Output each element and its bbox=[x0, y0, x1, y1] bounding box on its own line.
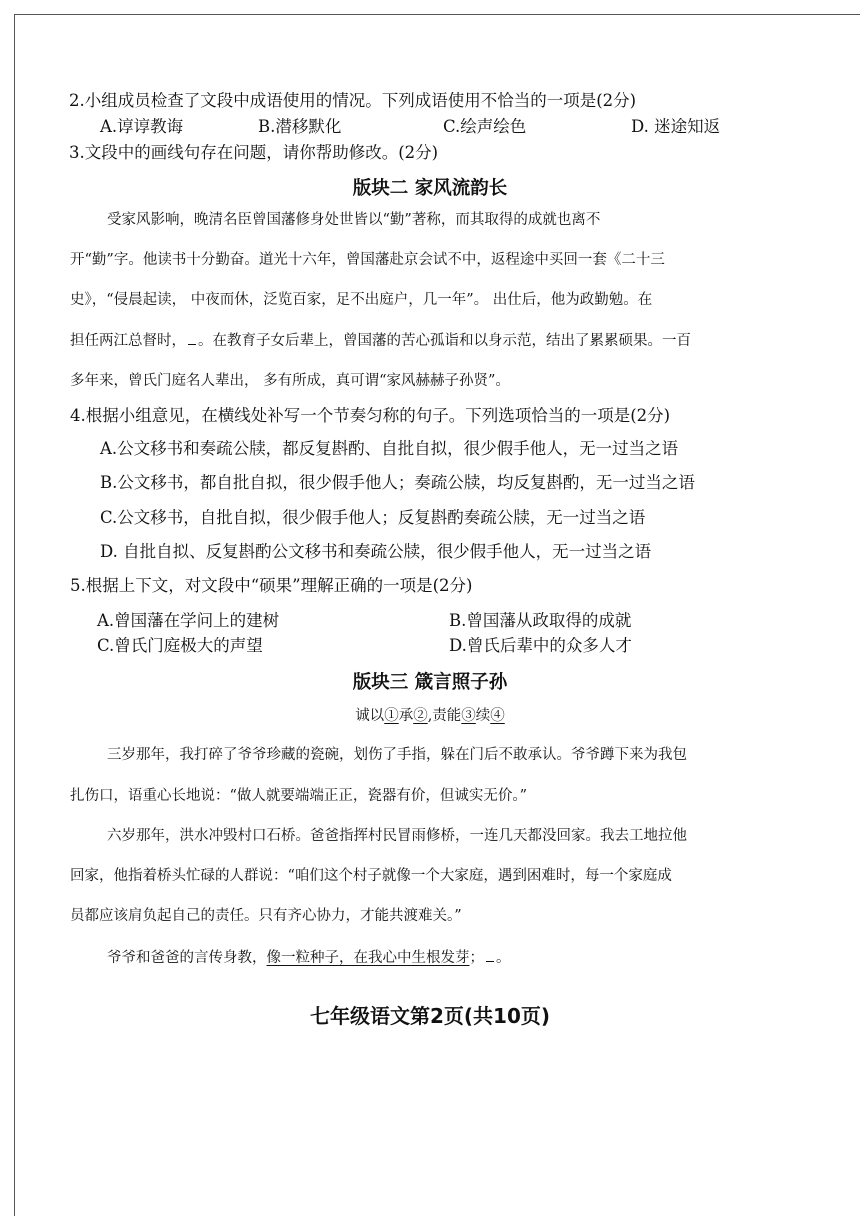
question-5-option-b: B.曾国藩从政取得的成就 bbox=[449, 611, 632, 630]
question-2-option-c: C.绘声绘色 bbox=[443, 117, 527, 136]
section-3-para-2-line-3: 员都应该肩负起自己的责任。只有齐心协力，才能共渡难关。” bbox=[70, 908, 462, 924]
motto-part-2: 承 bbox=[398, 708, 414, 724]
motto-line bbox=[0, 704, 860, 725]
para-3-separator: ； bbox=[469, 950, 484, 966]
question-4-option-a: A.公文移书和奏疏公牍，都反复斟酌、自批自拟，很少假手他人，无一过当之语 bbox=[100, 439, 679, 458]
motto-blank-1: ① bbox=[384, 708, 399, 724]
motto-part-1: 诚以 bbox=[355, 708, 385, 724]
section-3-para-3 bbox=[107, 946, 511, 967]
section-2-line-4-after: 。在教育子女后辈上，曾国藩的苦心孤诣和以身示范，结出了累累硕果。一百 bbox=[198, 333, 691, 349]
question-2-option-a: A.谆谆教诲 bbox=[100, 117, 184, 136]
question-3-stem: 3.文段中的画线句存在问题，请你帮助修改。(2分) bbox=[69, 143, 439, 162]
motto-part-3: ,责能 bbox=[427, 708, 462, 724]
question-4-option-c: C.公文移书，自批自拟，很少假手他人；反复斟酌奏疏公牍，无一过当之语 bbox=[100, 508, 646, 527]
question-4-option-d: D. 自批自拟、反复斟酌公文移书和奏疏公牍，很少假手他人，无一过当之语 bbox=[100, 542, 652, 561]
question-5-option-d: D.曾氏后辈中的众多人才 bbox=[449, 636, 632, 655]
section-2-line-2: 开“勤”字。他读书十分勤奋。道光十六年，曾国藩赴京会试不中，返程途中买回一套《二十三 bbox=[70, 252, 665, 268]
section-3-para-1-line-1: 三岁那年，我打碎了爷爷珍藏的瓷碗，划伤了手指，躲在门后不敢承认。爷爷蹲下来为我包 bbox=[107, 747, 687, 763]
motto-part-4: 续 bbox=[475, 708, 491, 724]
question-2-option-d: D. 迷途知返 bbox=[631, 117, 721, 136]
section-2-line-4-before: 担任两江总督时， bbox=[70, 333, 186, 349]
section-3-para-2-line-1: 六岁那年，洪水冲毁村口石桥。爸爸指挥村民冒雨修桥，一连几天都没回家。我去工地拉他 bbox=[107, 828, 687, 844]
section-3-title: 版块三 箴言照子孙 bbox=[352, 672, 508, 693]
question-2-option-b: B.潜移默化 bbox=[258, 117, 342, 136]
section-2-title: 版块二 家风流韵长 bbox=[352, 178, 508, 199]
question-4-option-b: B.公文移书，都自批自拟，很少假手他人；奏疏公牍，均反复斟酌，无一过当之语 bbox=[100, 473, 695, 492]
question-2-stem: 2.小组成员检查了文段中成语使用的情况。下列成语使用不恰当的一项是(2分) bbox=[69, 91, 637, 110]
page-border-top bbox=[14, 14, 860, 15]
motto-blank-2: ② bbox=[413, 708, 428, 724]
section-2-line-3: 史》，“侵晨起读， 中夜而休，泛览百家，足不出庭户，几一年”。 出仕后，他为政勤勉。在 bbox=[70, 292, 653, 308]
section-2-line-4 bbox=[70, 329, 691, 350]
section-2-line-5: 多年来，曾氏门庭名人辈出， 多有所成，真可谓“家风赫赫子孙贤”。 bbox=[70, 373, 510, 389]
answer-blank bbox=[486, 949, 494, 962]
question-5-stem: 5.根据上下文，对文段中“硕果”理解正确的一项是(2分) bbox=[70, 576, 473, 595]
section-3-para-2-line-2: 回家，他指着桥头忙碌的人群说：“咱们这个村子就像一个大家庭，遇到困难时，每一个家庭成 bbox=[70, 868, 672, 884]
question-5-option-c: C.曾氏门庭极大的声望 bbox=[97, 636, 263, 655]
para-3-underlined-sentence: 像一粒种子，在我心中生根发芽 bbox=[266, 950, 470, 966]
motto-blank-3: ③ bbox=[461, 708, 476, 724]
question-4-stem: 4.根据小组意见，在横线处补写一个节奏匀称的句子。下列选项恰当的一项是(2分) bbox=[70, 406, 671, 425]
motto-blank-4: ④ bbox=[490, 708, 505, 724]
answer-blank bbox=[188, 332, 196, 345]
question-5-option-a: A.曾国藩在学问上的建树 bbox=[97, 611, 280, 630]
section-3-para-1-line-2: 扎伤口，语重心长地说：“做人就要端端正正，瓷器有价，但诚实无价。” bbox=[70, 788, 528, 804]
para-3-before: 爷爷和爸爸的言传身教， bbox=[107, 950, 267, 966]
section-2-line-1: 受家风影响，晚清名臣曾国藩修身处世皆以“勤”著称，而其取得的成就也离不 bbox=[107, 212, 601, 228]
para-3-end: 。 bbox=[496, 950, 511, 966]
page-footer: 七年级语文第2页(共10页) bbox=[309, 1004, 551, 1028]
